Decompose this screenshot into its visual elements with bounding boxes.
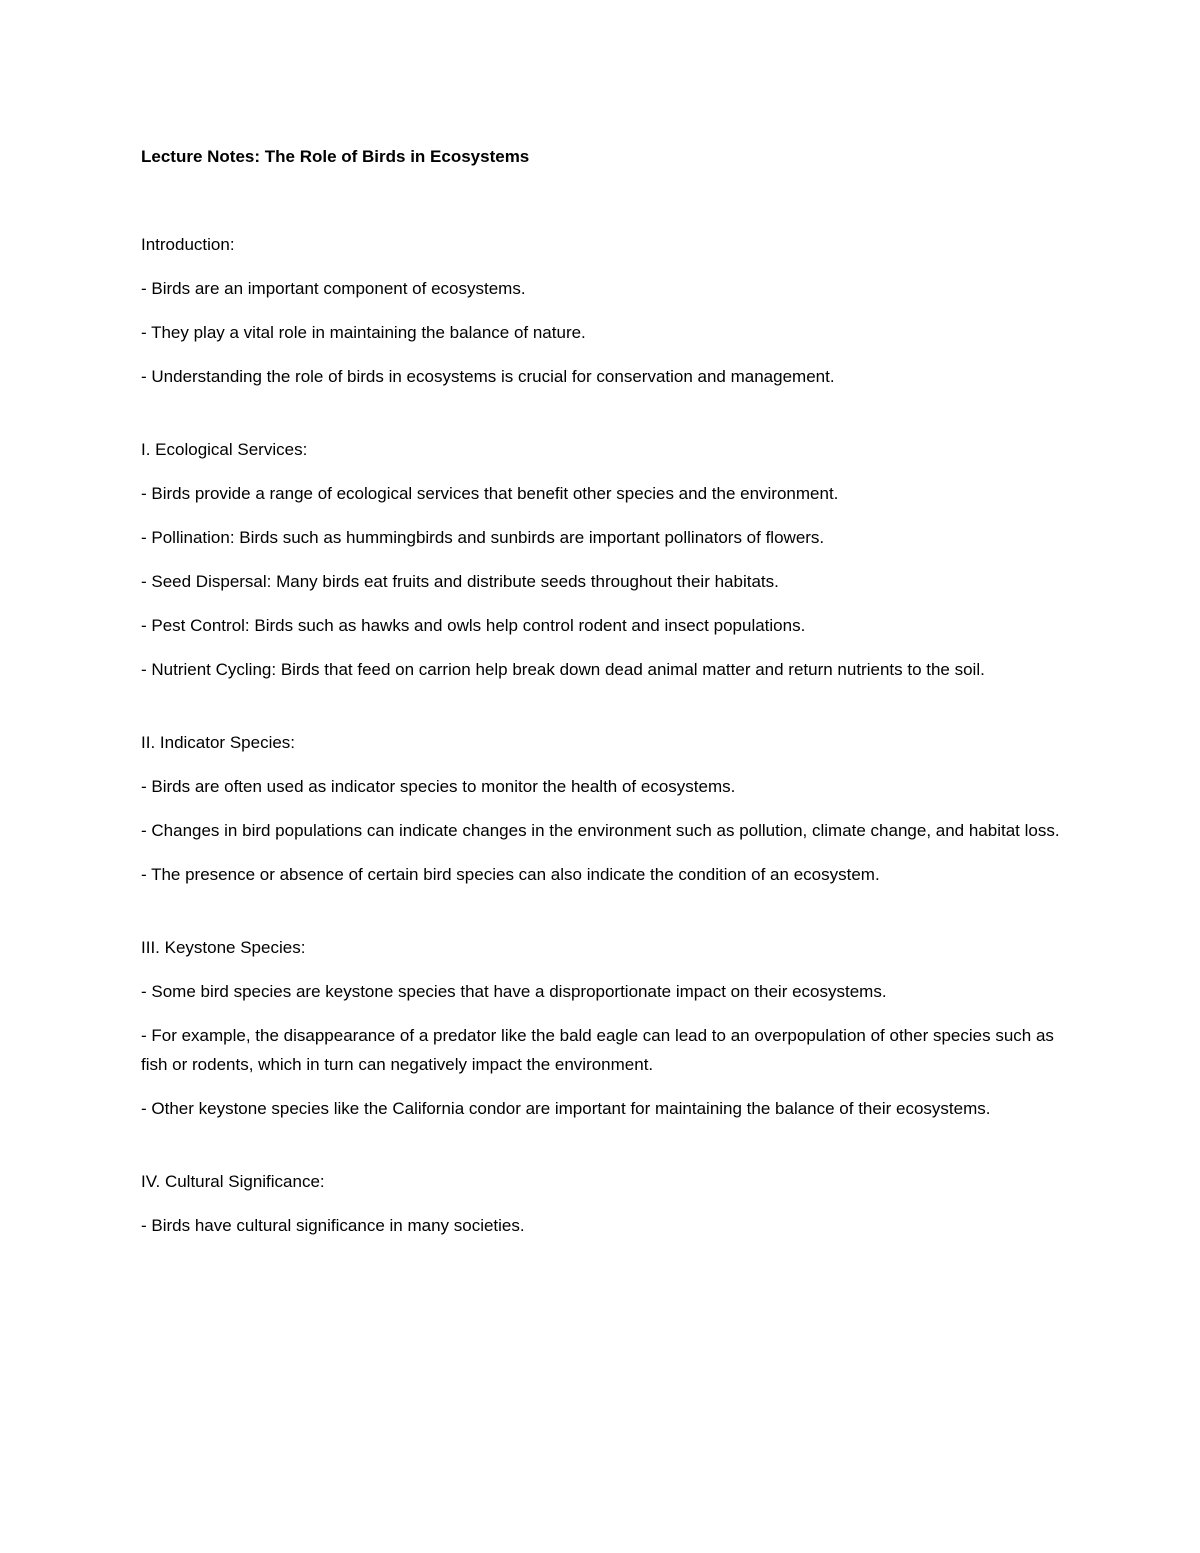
bullet-item: - Nutrient Cycling: Birds that feed on carrion help break down dead animal matter and return nutrients to the soil.: [141, 660, 985, 679]
section-indicator-species: [141, 728, 1071, 889]
bullet-item: - Birds are often used as indicator species to monitor the health of ecosystems.: [141, 777, 736, 796]
section-introduction: [141, 230, 1071, 391]
bullet-item: - Seed Dispersal: Many birds eat fruits and distribute seeds throughout their habitats.: [141, 572, 779, 591]
document-content: [141, 142, 1071, 1284]
section-keystone-species: [141, 933, 1071, 1123]
section-heading: Introduction:: [141, 235, 235, 254]
bullet-item: - Birds provide a range of ecological services that benefit other species and the environment.: [141, 484, 839, 503]
bullet-item: - Understanding the role of birds in ecosystems is crucial for conservation and management.: [141, 367, 835, 386]
bullet-item: - Some bird species are keystone species that have a disproportionate impact on their ecosystems.: [141, 982, 887, 1001]
bullet-item: - For example, the disappearance of a predator like the bald eagle can lead to an overpopulation of other species such as fish or rodents, which in turn can negatively impact the environment.: [141, 1026, 1054, 1074]
bullet-item: - Other keystone species like the California condor are important for maintaining the balance of their ecosystems.: [141, 1099, 991, 1118]
bullet-item: - Pollination: Birds such as hummingbirds and sunbirds are important pollinators of flowers.: [141, 528, 825, 547]
section-heading: III. Keystone Species:: [141, 938, 306, 957]
section-heading: I. Ecological Services:: [141, 440, 308, 459]
bullet-item: - They play a vital role in maintaining the balance of nature.: [141, 323, 586, 342]
section-cultural-significance: [141, 1167, 1071, 1240]
bullet-item: - Pest Control: Birds such as hawks and owls help control rodent and insect populations.: [141, 616, 806, 635]
section-heading: IV. Cultural Significance:: [141, 1172, 325, 1191]
bullet-item: - Birds are an important component of ecosystems.: [141, 279, 526, 298]
section-heading: II. Indicator Species:: [141, 733, 296, 752]
bullet-item: - Changes in bird populations can indicate changes in the environment such as pollution, climate change, and habitat loss.: [141, 821, 1060, 840]
bullet-item: - The presence or absence of certain bird species can also indicate the condition of an ecosystem.: [141, 865, 880, 884]
bullet-item: - Birds have cultural significance in many societies.: [141, 1216, 525, 1235]
section-ecological-services: [141, 435, 1071, 684]
document-title: Lecture Notes: The Role of Birds in Ecosystems: [141, 147, 530, 166]
